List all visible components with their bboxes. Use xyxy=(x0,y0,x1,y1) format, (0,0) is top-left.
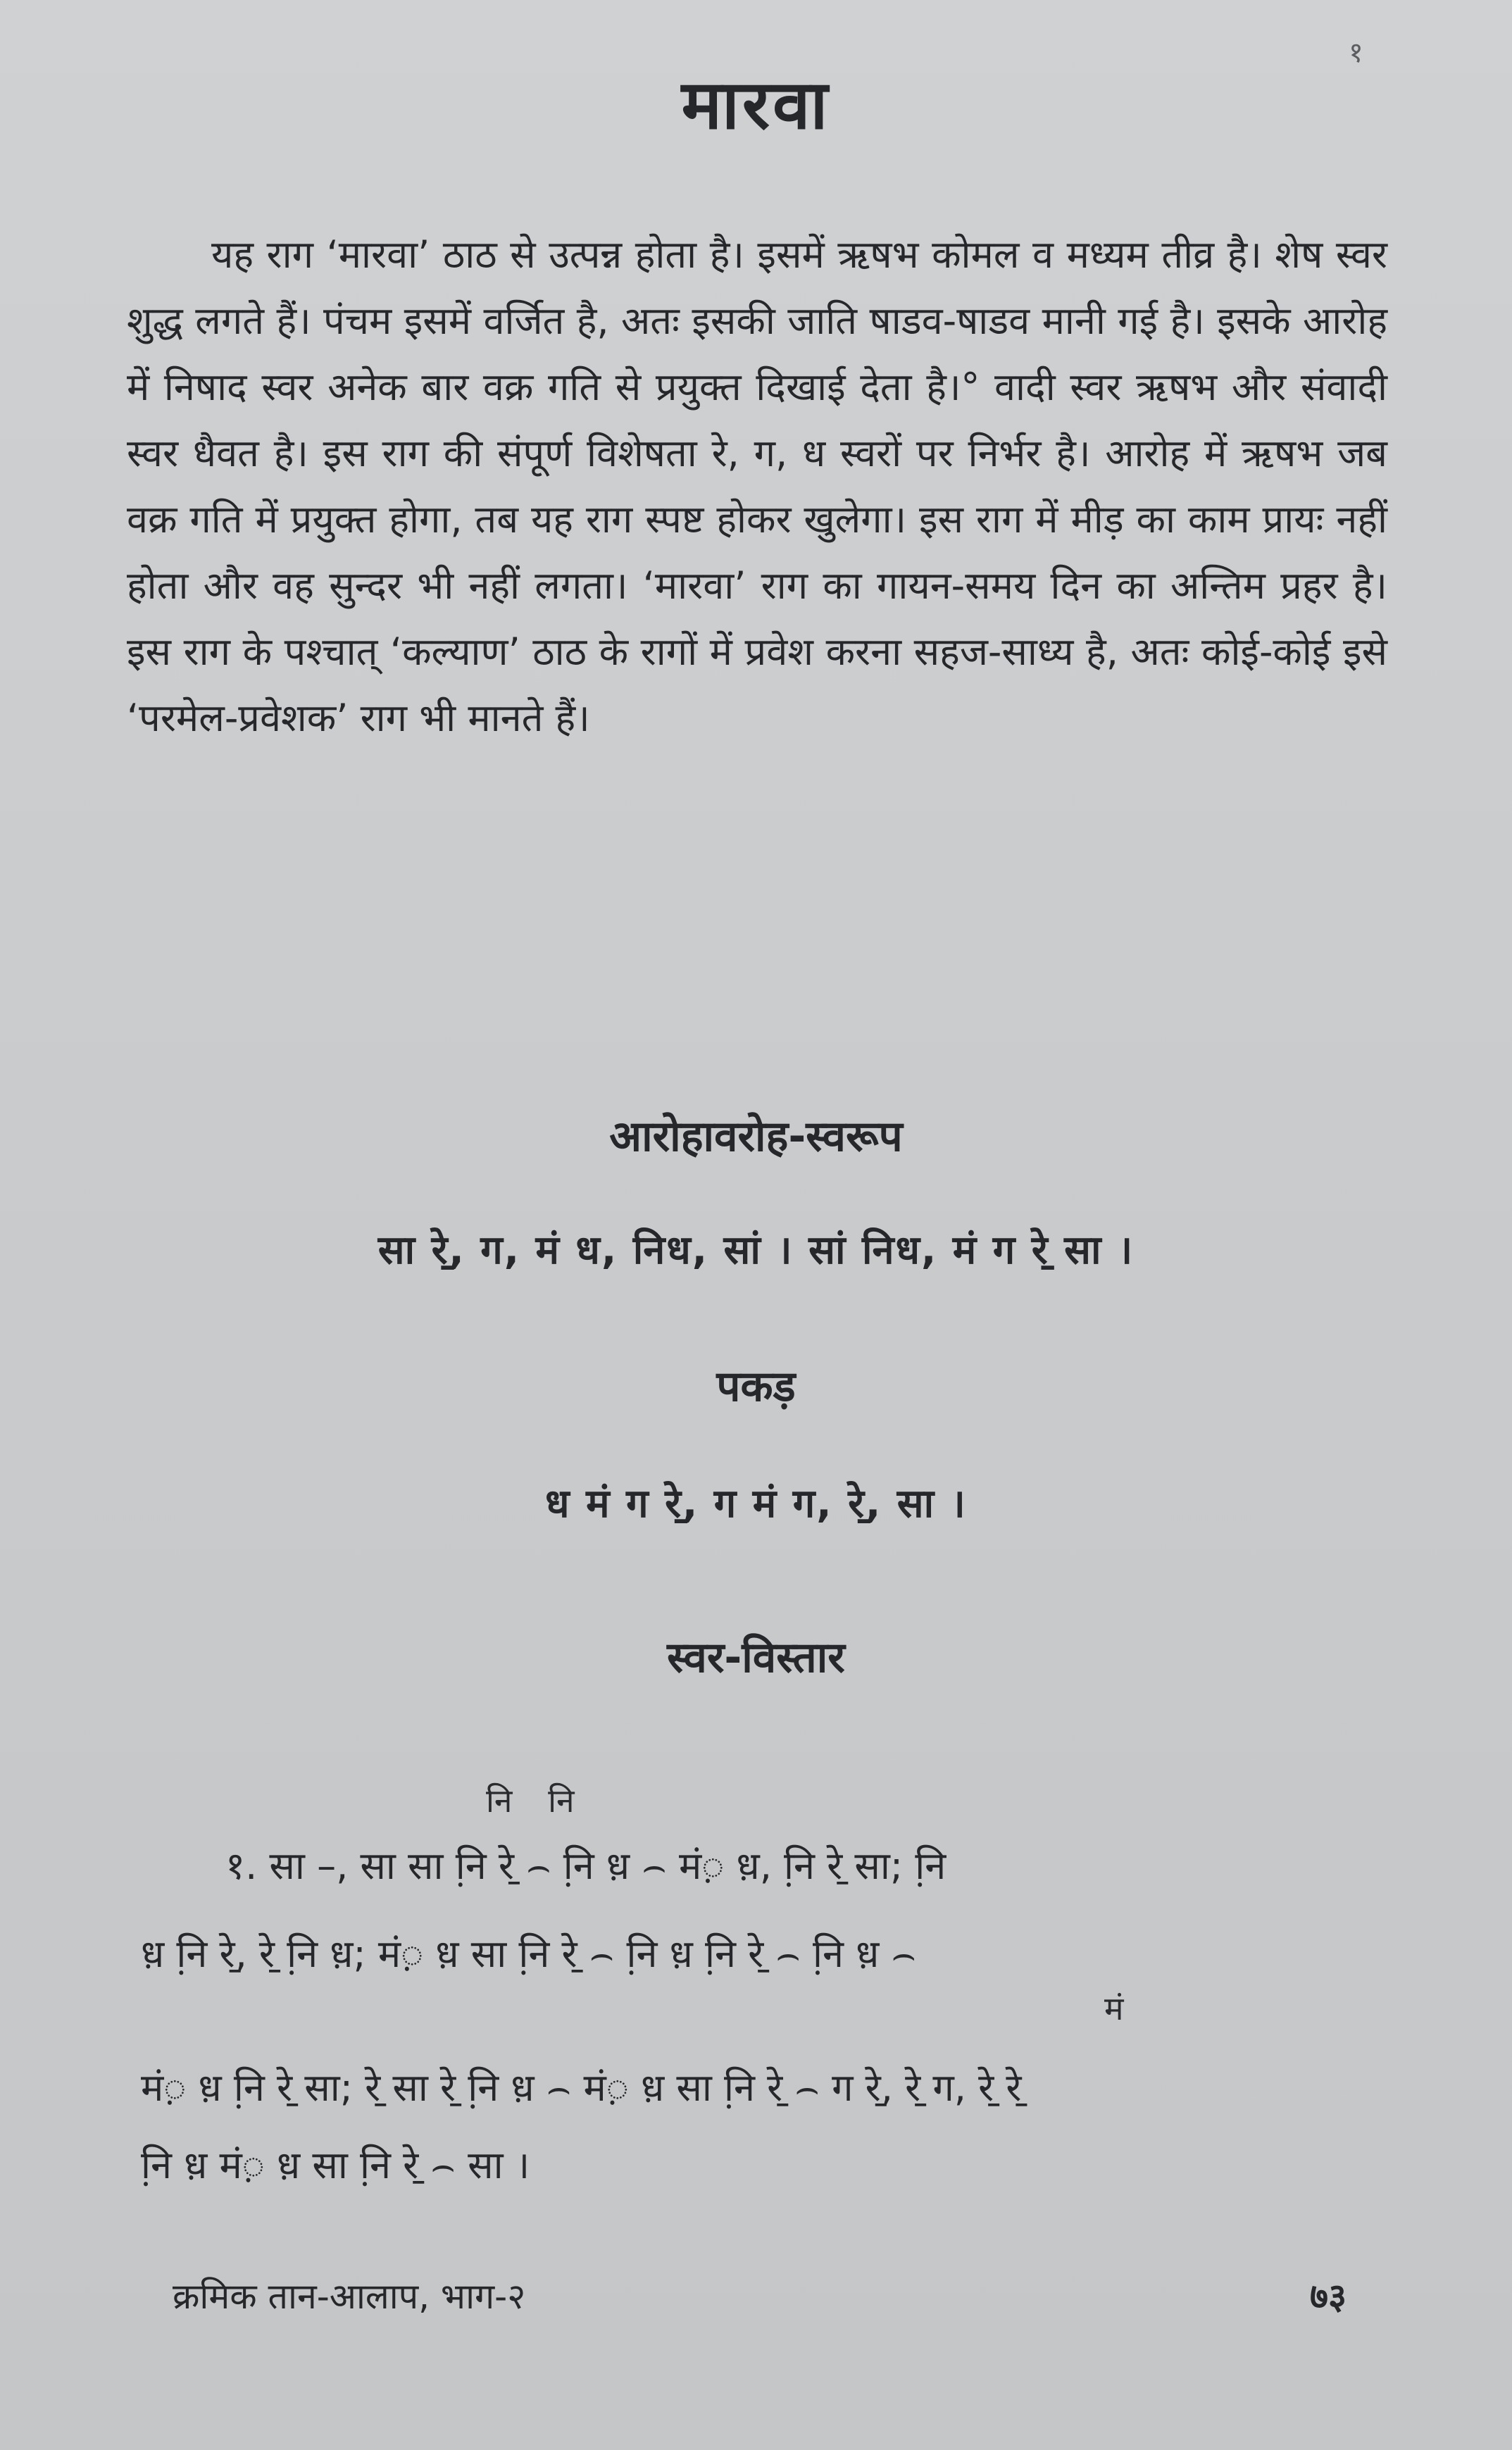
pakad-heading: पकड़ xyxy=(716,1362,796,1411)
corner-mark: १ xyxy=(1349,37,1363,69)
kan-swar-annotation: नि नि xyxy=(486,1782,587,1820)
book-footer: क्रमिक तान-आलाप, भाग-२ xyxy=(173,2276,526,2317)
pakad-notation: ध मं ग रे̱, ग मं ग, रे̱, सा । xyxy=(545,1481,967,1527)
page-title: मारवा xyxy=(681,65,831,144)
exercise-line: ध़ नि़ रे̱, रे̱ नि़ ध़; मं़ ध़ सा नि़ रे̱ ⌢ नि़ ध़ नि़ रे̱ ⌢ नि़ ध़ ⌢ xyxy=(141,1932,917,1976)
swar-vistar-heading: स्वर-विस्तार xyxy=(667,1633,845,1682)
exercise-line: १. सा –, सा सा नि़ रे̱ ⌢ नि़ ध़ ⌢ मं़ ध़, नि़ रे̱ सा; नि़ xyxy=(225,1844,946,1888)
arohavaroha-heading: आरोहावरोह-स्वरूप xyxy=(609,1112,903,1161)
page-number: ७३ xyxy=(1310,2276,1347,2317)
paragraph-text: यह राग ‘मारवा’ ठाठ से उत्पन्न होता है। इसमें ऋषभ कोमल व मध्यम तीव्र है। शेष स्वर शुद्ध लगते हैं। पंचम इसमें वर्जित है, अतः इसकी जाति षाडव-षाडव मानी गई है। इसके आरोह में निषाद स्वर अनेक बार वक्र गति से प्रयुक्त दिखाई देता है।° वादी स्वर ऋषभ और संवादी स्वर धैवत है। इस राग की संपूर्ण विशेषता रे, ग, ध स्वरों पर निर्भर है। आरोह में ऋषभ जब वक्र गति में प्रयुक्त होगा, तब यह राग स्पष्ट होकर खुलेगा। इस राग में मीड़ का काम प्रायः नहीं होता और वह सुन्दर भी नहीं लगता। ‘मारवा’ राग का गायन-समय दिन का अन्तिम प्रहर है। इस राग के पश्चात् ‘कल्याण’ ठाठ के रागों में प्रवेश करना सहज-साध्य है, अतः कोई-कोई इसे ‘परमेल-प्रवेशक’ राग भी मानते हैं। xyxy=(127,232,1387,740)
kan-swar-annotation: मं xyxy=(1104,1989,1124,2027)
arohavaroha-notation: सा रे̱, ग, मं ध, निध, सां । सां निध, मं ग रे̱ सा । xyxy=(377,1227,1135,1273)
exercise-line: मं़ ध़ नि़ रे̱ सा; रे̱ सा रे̱ नि़ ध़ ⌢ मं़ ध़ सा नि़ रे̱ ⌢ ग रे̱, रे̱ ग, रे̱ रे̱ xyxy=(141,2065,1022,2110)
exercise-line: नि़ ध़ मं़ ध़ सा नि़ रे̱ ⌢ सा । xyxy=(141,2143,530,2187)
description-paragraph xyxy=(127,222,1387,751)
